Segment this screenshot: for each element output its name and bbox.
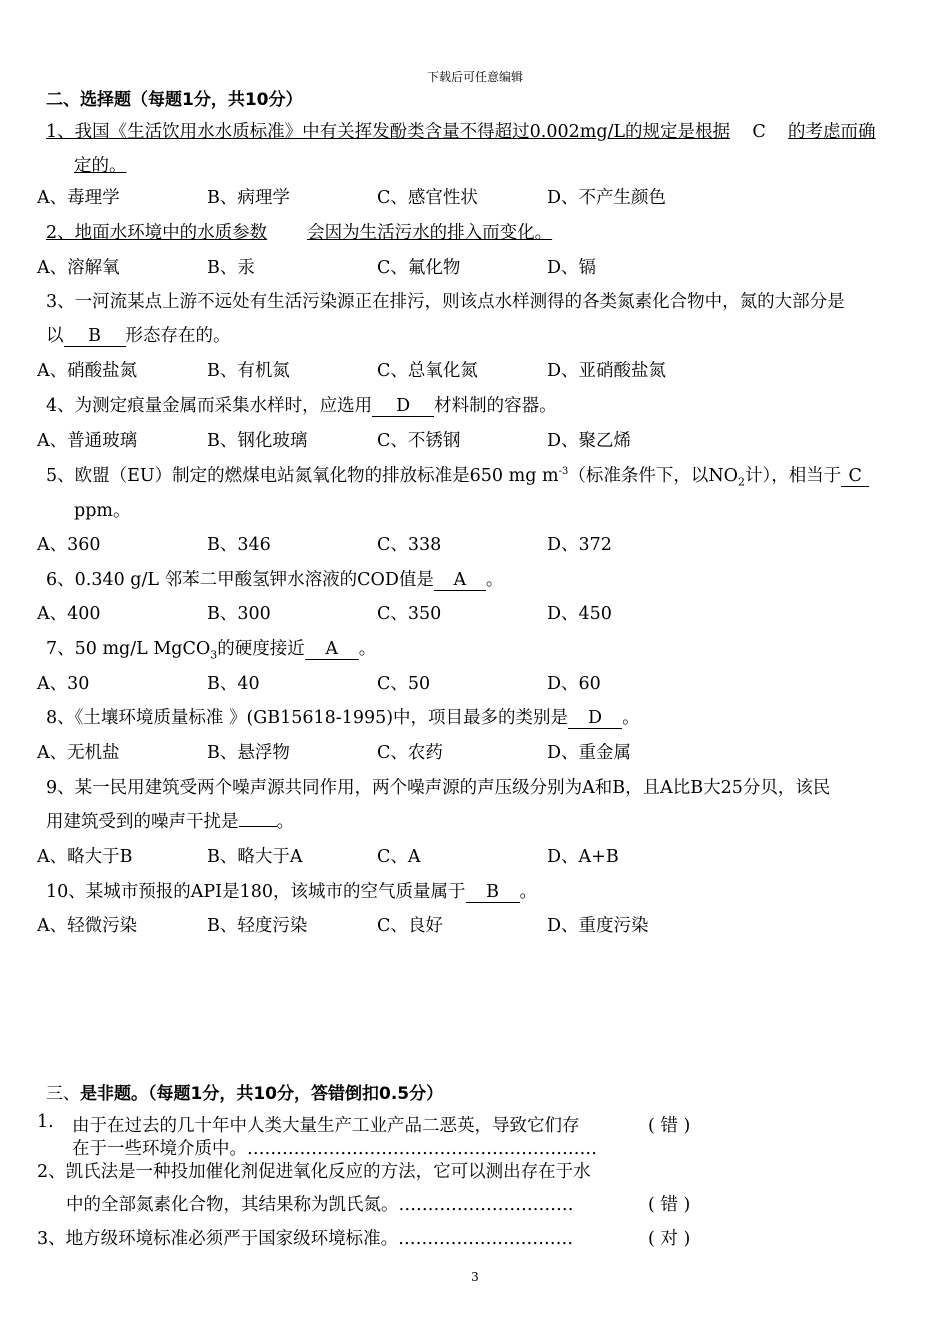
q8-answer: D [568,708,622,729]
q2-opt-d: D、镉 [547,258,597,278]
q6-opt-d: D、450 [547,604,612,624]
q9-opt-b: B、略大于A [207,847,303,867]
q7-opt-a: A、30 [37,674,90,694]
section3-title: 三、是非题。（每题1分，共10分，答错倒扣0.5分） [46,1084,444,1104]
q7-opt-b: B、40 [207,674,260,694]
q3-answer: B [64,326,126,347]
q10-opt-d: D、重度污染 [547,916,649,936]
q4-opt-b: B、钢化玻璃 [207,431,308,451]
q9-opt-c: C、A [377,847,421,867]
q10-answer: B [466,882,520,903]
q1-opt-c: C、感官性状 [377,188,478,208]
q10-line1: 10、某城市预报的API是180，该城市的空气质量属于 B 。 [46,882,537,902]
q4-line1: 4、为测定痕量金属而采集水样时，应选用 D 材料制的容器。 [46,396,557,416]
q3-line1: 3、一河流某点上游不远处有生活污染源正在排污，则该点水样测得的各类氮素化合物中，氮的大部分是 [46,292,845,312]
q2-opt-b: B、汞 [207,258,255,278]
q8-opt-a: A、无机盐 [37,743,120,763]
q6-line1: 6、0.340 g/L 邻苯二甲酸氢钾水溶液的COD值是 A 。 [46,570,504,590]
tf2-line1: 2、凯氏法是一种投加催化剂促进氧化反应的方法，它可以测出存在于水 [37,1162,591,1182]
q7-line1: 7、50 mg/L MgCO$_3$的硬度接近 A 。 [46,639,377,662]
q9-opt-d: D、A+B [547,847,619,867]
tf1-number: 1. [37,1112,54,1132]
q3-opt-d: D、亚硝酸盐氮 [547,361,667,381]
q8-line1: 8、《土壤环境质量标准 》(GB15618-1995)中，项目最多的类别是 D 。 [46,708,640,728]
q5-line1: 5、欧盟（EU）制定的燃煤电站氮氧化物的排放标准是650 mg $m^{-3}$（标准条件下，以$NO_2$计），相当于 C [46,462,869,489]
q9-answer [239,826,277,827]
q6-opt-b: B、300 [207,604,271,624]
tf2-line2: 中的全部氮素化合物，其结果称为凯氏氮。………………………… [66,1195,574,1215]
q10-opt-c: C、良好 [377,916,443,936]
tf3-answer: ( 对 ) [648,1229,691,1249]
q6-answer: A [434,570,486,591]
tf3-line1: 3、地方级环境标准必须严于国家级环境标准。………………………… [37,1229,574,1249]
q7-opt-d: D、60 [547,674,601,694]
header-note: 下载后可任意编辑 [426,70,523,84]
q2-opt-c: C、氟化物 [377,258,461,278]
q10-opt-b: B、轻度污染 [207,916,308,936]
q5-opt-c: C、338 [377,535,442,555]
q3-opt-a: A、硝酸盐氮 [37,361,138,381]
q5-answer: C [841,466,869,487]
page-number: 3 [471,1270,479,1284]
q8-opt-b: B、悬浮物 [207,743,290,763]
q9-opt-a: A、略大于B [37,847,133,867]
q5-line2: ppm。 [74,501,131,521]
q8-opt-d: D、重金属 [547,743,632,763]
q1-line1: 1、我国《生活饮用水水质标准》中有关挥发酚类含量不得超过0.002mg/L的规定是根据 C 的考虑而确 [46,122,876,142]
section2-title: 二、选择题（每题1分，共10分） [46,90,303,110]
q10-opt-a: A、轻微污染 [37,916,138,936]
q4-opt-c: C、不锈钢 [377,431,461,451]
q4-opt-a: A、普通玻璃 [37,431,138,451]
q3-opt-c: C、总氧化氮 [377,361,478,381]
q6-opt-a: A、400 [37,604,101,624]
tf1-line1: 由于在过去的几十年中人类大量生产工业产品二恶英，导致它们存 [72,1116,580,1136]
q7-answer: A [305,639,359,660]
q7-opt-c: C、50 [377,674,431,694]
q5-opt-b: B、346 [207,535,271,555]
q2-opt-a: A、溶解氧 [37,258,120,278]
q4-answer: D [372,396,434,417]
q3-line2: 以 B 形态存在的。 [46,326,231,346]
tf1-line2: 在于一些环境介质中。…………………………………………………… [72,1139,597,1159]
q1-opt-b: B、病理学 [207,188,290,208]
q4-opt-d: D、聚乙烯 [547,431,632,451]
q2-line1: 2、地面水环境中的水质参数 会因为生活污水的排入而变化。 [46,223,553,243]
q5-opt-d: D、372 [547,535,612,555]
q3-opt-b: B、有机氮 [207,361,290,381]
q9-line1: 9、某一民用建筑受两个噪声源共同作用，两个噪声源的声压级分别为A和B，且A比B大25分贝，该民 [46,778,831,798]
q1-opt-d: D、不产生颜色 [547,188,667,208]
q5-opt-a: A、360 [37,535,101,555]
q1-opt-a: A、毒理学 [37,188,120,208]
tf1-answer: ( 错 ) [648,1116,691,1136]
q8-opt-c: C、农药 [377,743,443,763]
tf2-answer: ( 错 ) [648,1195,691,1215]
q1-line2: 定的。 [74,156,127,176]
q1-answer: C [752,122,766,142]
q9-line2: 用建筑受到的噪声干扰是 。 [46,812,294,832]
q6-opt-c: C、350 [377,604,442,624]
